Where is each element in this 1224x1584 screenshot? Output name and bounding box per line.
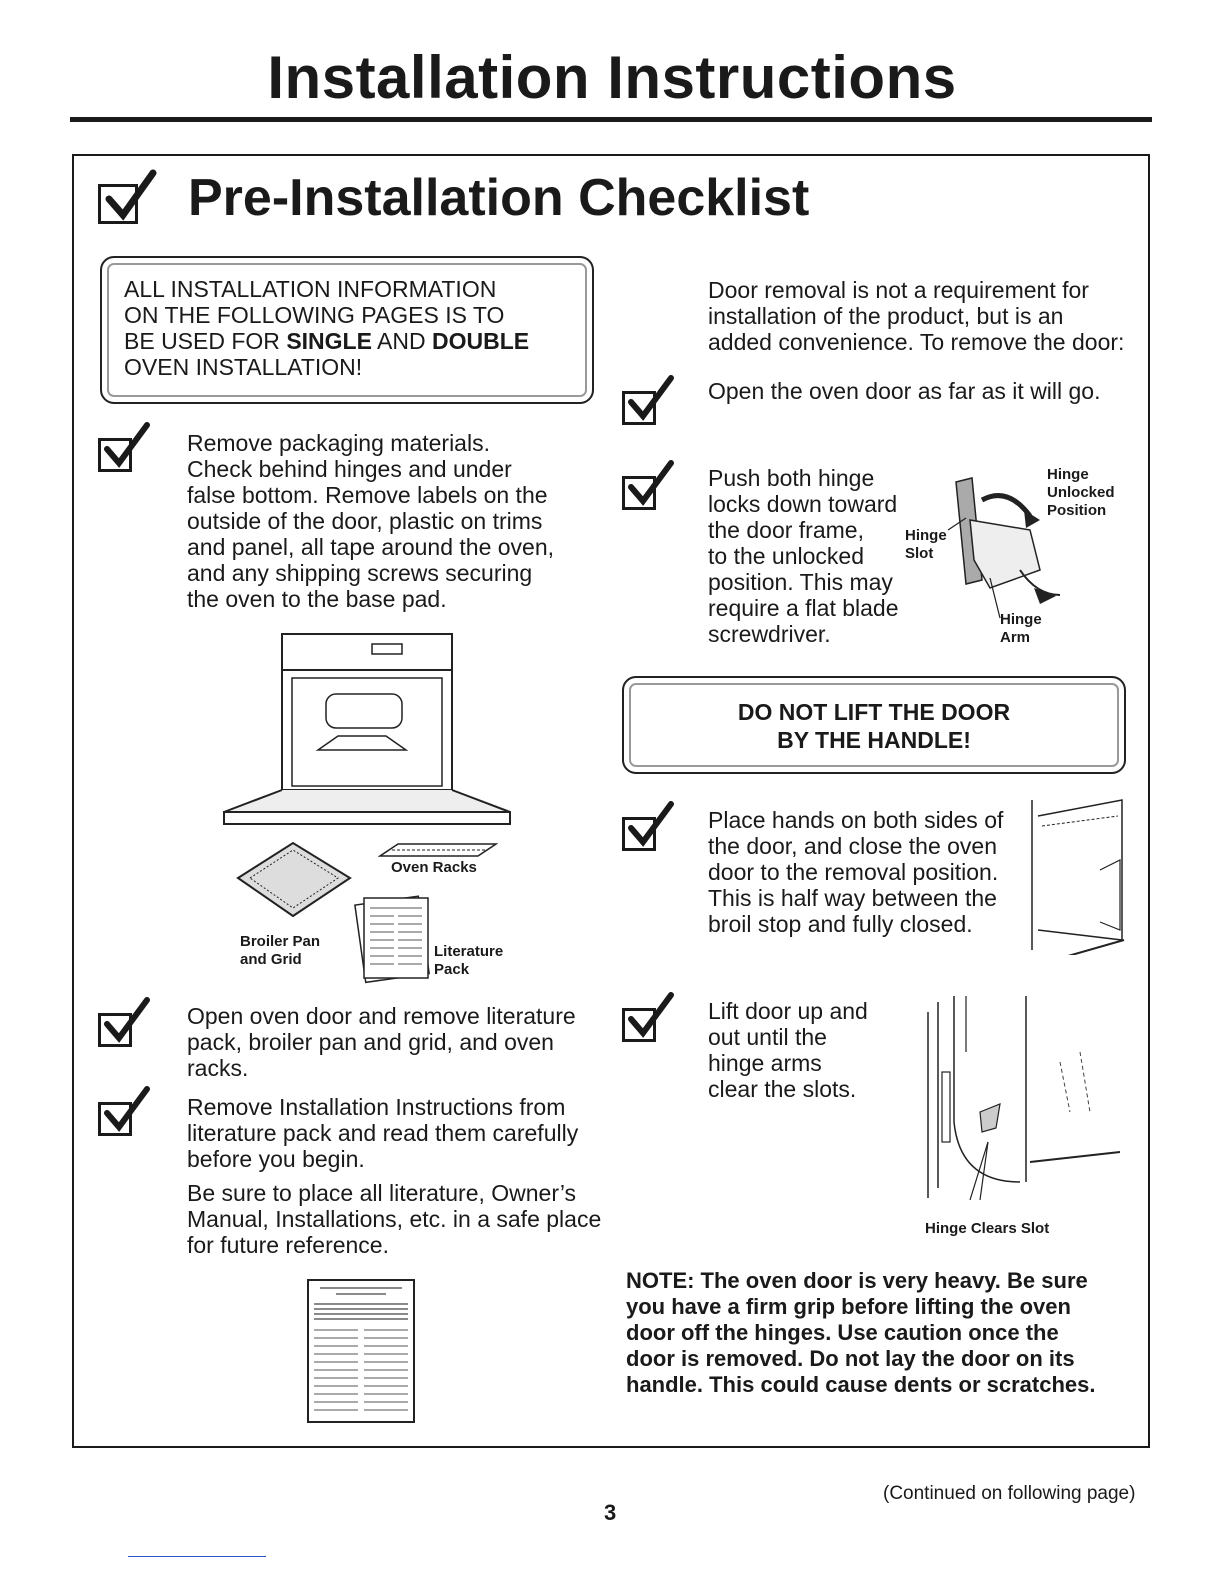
check-icon bbox=[622, 817, 656, 851]
continued-note: (Continued on following page) bbox=[883, 1483, 1136, 1504]
notice-fragment: BE USED FOR bbox=[124, 328, 287, 354]
notice-bold-double: DOUBLE bbox=[432, 328, 530, 354]
check-icon bbox=[622, 391, 656, 425]
oven-racks-label: Oven Racks bbox=[391, 859, 477, 876]
check-icon bbox=[98, 1013, 132, 1047]
footer-rule bbox=[128, 1556, 266, 1557]
check-icon bbox=[98, 438, 132, 472]
hinge-clears-slot-label: Hinge Clears Slot bbox=[925, 1220, 1050, 1237]
oven-racks-icon bbox=[378, 840, 498, 860]
literature-pack-icon bbox=[354, 894, 434, 984]
door-removal-intro: Door removal is not a requirement for installation of the product, but is an added convenience. To remove the door: bbox=[708, 277, 1125, 355]
step-push-hinge-locks: Push both hinge locks down toward the door frame, to the unlocked position. This may require a flat blade screwdriver. bbox=[708, 465, 899, 647]
warning-text bbox=[624, 698, 1124, 754]
hinge-slot-label: Hinge Slot bbox=[905, 527, 947, 562]
broiler-pan-icon bbox=[228, 838, 358, 928]
lift-door-illustration bbox=[920, 992, 1125, 1200]
wall-oven-illustration bbox=[222, 632, 512, 832]
heading-checkbox-icon bbox=[98, 184, 138, 224]
check-icon bbox=[98, 1102, 132, 1136]
hinge-arm-label: Hinge Arm bbox=[1000, 611, 1042, 646]
step-open-oven-door: Open oven door and remove literature pack, broiler pan and grid, and oven racks. bbox=[187, 1003, 576, 1081]
heavy-door-note: NOTE: The oven door is very heavy. Be sure you have a firm grip before lifting the oven door off the hinges. Use caution once the door is removed. Do not lay the door on its handle. This could cause dents or scratches. bbox=[626, 1268, 1096, 1397]
broiler-pan-label: Broiler Pan and Grid bbox=[240, 933, 321, 968]
door-position-illustration bbox=[1028, 780, 1128, 955]
notice-line: ON THE FOLLOWING PAGES IS TO bbox=[124, 302, 505, 328]
notice-text bbox=[124, 276, 529, 380]
notice-line bbox=[124, 328, 529, 354]
hinge-illustration bbox=[930, 470, 1060, 630]
notice-line: OVEN INSTALLATION! bbox=[124, 354, 363, 380]
warning-line: BY THE HANDLE! bbox=[777, 727, 971, 753]
notice-bold-single: SINGLE bbox=[286, 328, 372, 354]
title-divider bbox=[70, 117, 1152, 122]
warning-box bbox=[622, 676, 1126, 774]
literature-pack-label: Literature Pack bbox=[434, 943, 504, 978]
check-icon bbox=[622, 1008, 656, 1042]
step-remove-packaging: Remove packaging materials. Check behind hinges and under false bottom. Remove labels on the outside of the door, plastic on trims and panel, all tape around the oven, and any shipping screws securing the oven to the base pad. bbox=[187, 430, 555, 612]
notice-fragment: AND bbox=[371, 328, 433, 354]
page-title: Installation Instructions bbox=[267, 44, 957, 111]
step-lift-door: Lift door up and out until the hinge arms clear the slots. bbox=[708, 998, 868, 1102]
step-read-instructions: Remove Installation Instructions from literature pack and read them carefully before you begin. bbox=[187, 1094, 579, 1172]
notice-line: ALL INSTALLATION INFORMATION bbox=[124, 276, 497, 302]
notice-box bbox=[100, 256, 594, 404]
step-keep-literature: Be sure to place all literature, Owner’s Manual, Installations, etc. in a safe place for future reference. bbox=[187, 1180, 602, 1258]
warning-line: DO NOT LIFT THE DOOR bbox=[737, 699, 1011, 725]
installation-manual-icon bbox=[306, 1278, 416, 1424]
page-number: 3 bbox=[604, 1500, 617, 1525]
hinge-unlocked-label: Hinge Unlocked Position bbox=[1047, 466, 1115, 519]
step-open-door-fully: Open the oven door as far as it will go. bbox=[708, 378, 1101, 404]
step-close-to-removal-position: Place hands on both sides of the door, and close the oven door to the removal position. This is half way between the broil stop and fully closed. bbox=[708, 807, 1004, 937]
section-title: Pre-Installation Checklist bbox=[188, 169, 810, 227]
check-icon bbox=[622, 476, 656, 510]
